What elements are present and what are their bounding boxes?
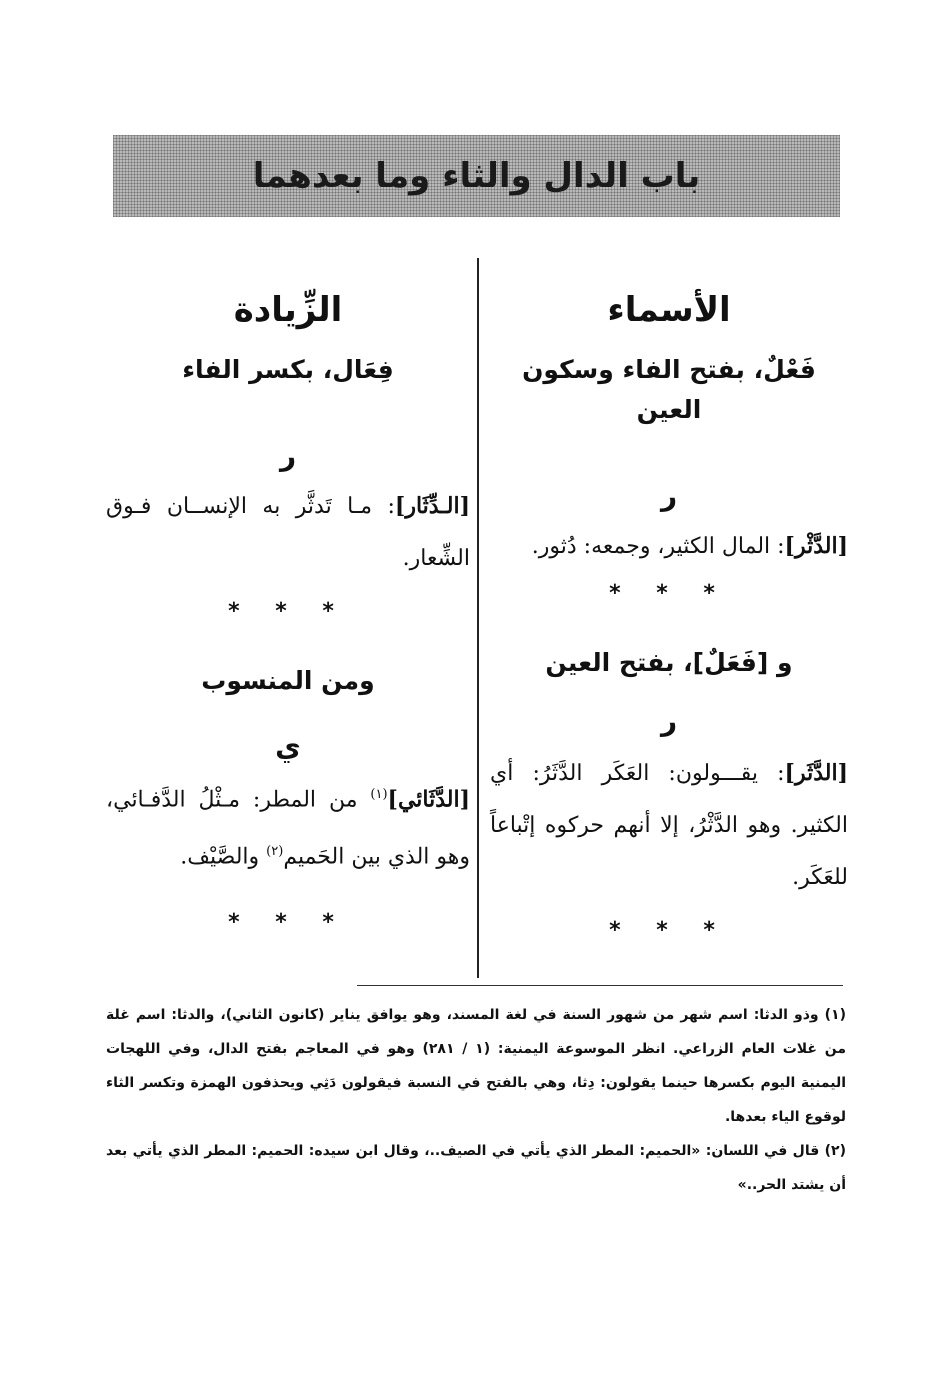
section-separator: * * * [609, 581, 729, 606]
entry-headword: [الدَّثَر] [784, 760, 848, 786]
footnote-1: (١) وذو الدثا: اسم شهر من شهور السنة في لغة المسند، وهو يوافق يناير (كانون الثاني)، والدثا: اسم غلة من غلات العام الزراعي. انظر الموسوعة اليمنية: (١ / ٢٨١) وهو في المعاجم بفتح الدال، وفي اللهجات اليمنية اليوم بكسرها حينما يقولون: دِثا، وهي بالفتح في النسبة فيقولون دَثِي ويحذفون الهمزة وتكسر الثاء لوقوع الياء بعدها. [106, 1007, 846, 1125]
pattern-title: فَعْلٌ، بفتح الفاء وسكون العين [522, 355, 816, 424]
section-separator: * * * [228, 909, 348, 935]
entry-definition: : مـا تَدثَّر به الإنســان فـوق الشِّعار. [106, 494, 470, 571]
entry-definition: : المال الكثير، وجمعه: دُثور. [531, 534, 785, 559]
left-column [106, 280, 470, 938]
left-column-heading: الزِّيادة [233, 290, 343, 330]
pattern-title: فِعَال، بكسر الفاء [182, 355, 394, 384]
entry-definition: من المطر: مـثْلُ الدَّفـائي، وهو الذي بين الحَميم [106, 787, 470, 870]
root-letter: ر [279, 439, 297, 472]
dictionary-entry [490, 747, 848, 904]
entry-definition: : يقـــولون: العَكَر الدَّثَرُ: أي الكثير. وهو الدَّثْرُ، إلا أنهم حركوه إتْباعاً للعَكَر. [490, 761, 848, 890]
entry-headword: [الدَّثْر] [784, 533, 848, 559]
right-column-heading: الأسماء [607, 290, 731, 330]
entry-definition-end: والصَّيْف. [180, 844, 267, 870]
right-column [490, 280, 848, 946]
footnote-ref[interactable]: (١) [370, 787, 388, 802]
chapter-banner [113, 135, 840, 217]
column-divider [477, 258, 479, 978]
footnote-2: (٢) قال في اللسان: «الحميم: المطر الذي يأتي في الصيف..، وقال ابن سيده: الحميم: المطر الذي يأتي بعد أن يشتد الحر..» [106, 1143, 846, 1193]
dictionary-entry [106, 480, 470, 585]
root-letter: ي [275, 730, 301, 763]
entry-headword: [الدَّثَائي] [387, 786, 470, 813]
footnote-ref[interactable]: (٢) [266, 844, 284, 860]
entry-headword: [الـدِّثَار] [394, 493, 470, 519]
section-separator: * * * [228, 599, 348, 624]
footnote-rule [357, 985, 843, 986]
dictionary-entry [490, 520, 848, 573]
root-letter: ر [660, 479, 678, 512]
root-letter: ر [660, 704, 678, 737]
pattern-title: ومن المنسوب [201, 666, 375, 695]
pattern-title: و [فَعَلٌ]، بفتح العين [545, 648, 793, 677]
section-separator: * * * [609, 918, 729, 943]
dictionary-entry [106, 769, 470, 884]
chapter-title: باب الدال والثاء وما بعدهما [252, 156, 701, 196]
footnotes [106, 998, 846, 1202]
